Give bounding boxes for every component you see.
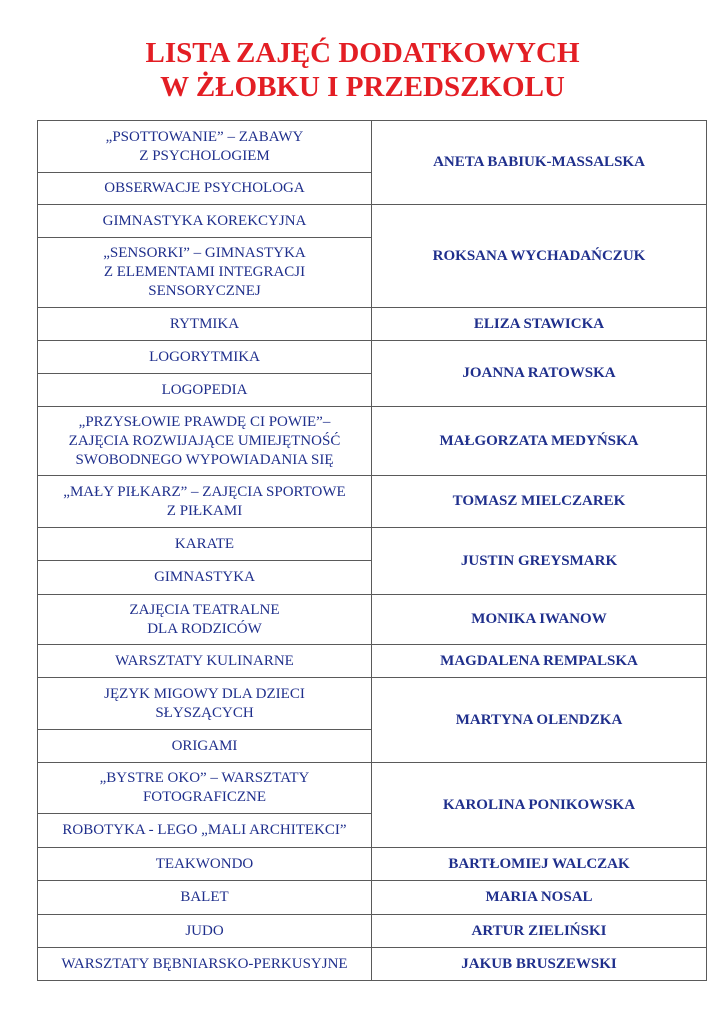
activity-cell: WARSZTATY BĘBNIARSKO-PERKUSYJNE: [38, 948, 372, 981]
instructor-cell: MAGDALENA REMPALSKA: [372, 645, 707, 678]
instructor-cell: MARTYNA OLENDZKA: [372, 678, 707, 763]
table-row: [38, 308, 707, 341]
instructor-cell: JOANNA RATOWSKA: [372, 341, 707, 407]
instructor-cell: JUSTIN GREYSMARK: [372, 528, 707, 595]
instructor-cell: ANETA BABIUK-MASSALSKA: [372, 121, 707, 205]
table-row: [38, 407, 707, 476]
activity-cell: LOGOPEDIA: [38, 374, 372, 407]
table-row: [38, 678, 707, 730]
activity-cell: ZAJĘCIA TEATRALNE DLA RODZICÓW: [38, 595, 372, 645]
table-row: [38, 848, 707, 881]
instructor-cell: BARTŁOMIEJ WALCZAK: [372, 848, 707, 881]
activity-cell: ROBOTYKA - LEGO „MALI ARCHITEKCI”: [38, 814, 372, 848]
table-row: [38, 341, 707, 374]
instructor-cell: MONIKA IWANOW: [372, 595, 707, 645]
table-row: [38, 121, 707, 173]
table-row: [38, 476, 707, 528]
activity-cell: „PRZYSŁOWIE PRAWDĘ CI POWIE”– ZAJĘCIA ROZWIJAJĄCE UMIEJĘTNOŚĆ SWOBODNEGO WYPOWIADANIA SIĘ: [38, 407, 372, 476]
instructor-cell: KAROLINA PONIKOWSKA: [372, 763, 707, 848]
instructor-cell: MAŁGORZATA MEDYŃSKA: [372, 407, 707, 476]
table-row: [38, 948, 707, 981]
activities-table: [37, 120, 707, 981]
table-row: [38, 763, 707, 814]
activity-cell: JUDO: [38, 915, 372, 948]
activity-cell: KARATE: [38, 528, 372, 561]
activity-cell: „MAŁY PIŁKARZ” – ZAJĘCIA SPORTOWE Z PIŁKAMI: [38, 476, 372, 528]
page-title-line-2: W ŻŁOBKU I PRZEDSZKOLU: [160, 71, 565, 103]
activity-cell: WARSZTATY KULINARNE: [38, 645, 372, 678]
instructor-cell: ELIZA STAWICKA: [372, 308, 707, 341]
instructor-cell: JAKUB BRUSZEWSKI: [372, 948, 707, 981]
instructor-cell: TOMASZ MIELCZAREK: [372, 476, 707, 528]
table-row: [38, 595, 707, 645]
instructor-cell: ARTUR ZIELIŃSKI: [372, 915, 707, 948]
activity-cell: JĘZYK MIGOWY DLA DZIECI SŁYSZĄCYCH: [38, 678, 372, 730]
activity-cell: ORIGAMI: [38, 730, 372, 763]
activity-cell: TEAKWONDO: [38, 848, 372, 881]
instructor-cell: MARIA NOSAL: [372, 881, 707, 915]
activity-cell: RYTMIKA: [38, 308, 372, 341]
activity-cell: BALET: [38, 881, 372, 915]
activity-cell: GIMNASTYKA KOREKCYJNA: [38, 205, 372, 238]
activity-cell: „BYSTRE OKO” – WARSZTATY FOTOGRAFICZNE: [38, 763, 372, 814]
table-row: [38, 528, 707, 561]
activity-cell: OBSERWACJE PSYCHOLOGA: [38, 173, 372, 205]
table-row: [38, 205, 707, 238]
activity-cell: LOGORYTMIKA: [38, 341, 372, 374]
table-row: [38, 645, 707, 678]
table-row: [38, 915, 707, 948]
page-title-line-1: LISTA ZAJĘĆ DODATKOWYCH: [145, 37, 580, 69]
instructor-cell: ROKSANA WYCHADAŃCZUK: [372, 205, 707, 308]
table-row: [38, 881, 707, 915]
activity-cell: GIMNASTYKA: [38, 561, 372, 595]
activity-cell: „SENSORKI” – GIMNASTYKA Z ELEMENTAMI INTEGRACJI SENSORYCZNEJ: [38, 238, 372, 308]
activity-cell: „PSOTTOWANIE” – ZABAWY Z PSYCHOLOGIEM: [38, 121, 372, 173]
